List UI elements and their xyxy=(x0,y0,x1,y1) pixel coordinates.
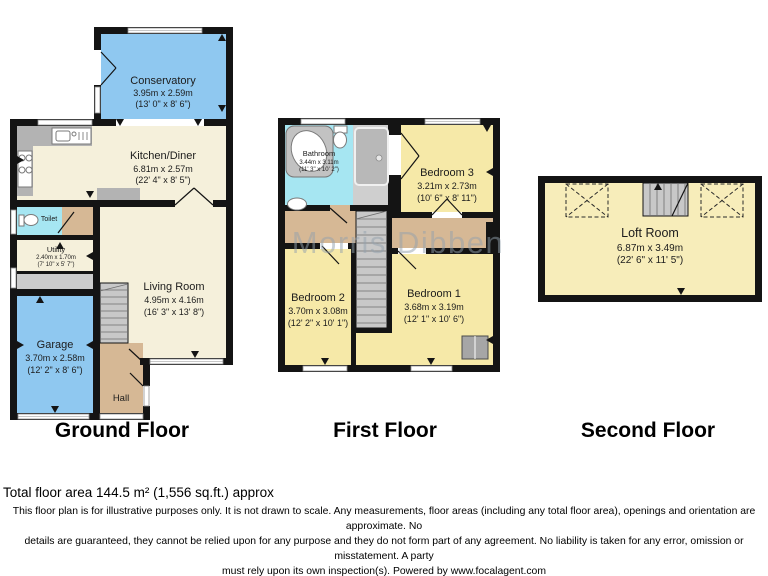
first-floor-plan xyxy=(278,118,504,372)
bedroom2-label: Bedroom 2 xyxy=(291,292,345,304)
conservatory-metric: 3.95m x 2.59m xyxy=(133,88,193,98)
bedroom3-metric: 3.21m x 2.73m xyxy=(417,181,477,191)
hob-icon xyxy=(18,151,32,187)
hall-label: Hall xyxy=(112,393,130,404)
kitchen-label: Kitchen/Diner xyxy=(129,150,197,162)
garage-metric: 3.70m x 2.58m xyxy=(25,353,85,363)
living-imperial: (16' 3" x 13' 8") xyxy=(143,307,205,317)
ground-stairs xyxy=(100,283,128,343)
wardrobe-icon xyxy=(462,336,488,359)
ground-floor-plan xyxy=(10,27,233,420)
basin-icon xyxy=(288,198,307,210)
front-door xyxy=(144,386,149,406)
bedroom1-metric: 3.68m x 3.19m xyxy=(404,302,464,312)
store-strip xyxy=(17,274,93,289)
second-floor-title: Second Floor xyxy=(580,419,716,442)
bedroom1-understairs xyxy=(356,333,392,365)
bedroom2-metric: 3.70m x 3.08m xyxy=(288,306,348,316)
living-metric: 4.95m x 4.16m xyxy=(144,295,204,305)
bedroom3-label: Bedroom 3 xyxy=(420,167,474,179)
loft-imperial: (22' 6" x 11' 5") xyxy=(616,255,684,266)
kitchen-metric: 6.81m x 2.57m xyxy=(133,164,193,174)
bedroom3-imperial: (10' 6" x 8' 11") xyxy=(417,193,477,203)
kitchen-sink-icon xyxy=(52,128,91,144)
conservatory-door-gap xyxy=(94,50,101,85)
first-floor-title: First Floor xyxy=(333,419,437,442)
bathroom-metric: 3.44m x 3.11m xyxy=(299,160,339,166)
toilet-label: Toilet xyxy=(40,216,58,223)
utility-label: Utility xyxy=(46,245,66,254)
disclaimer-line-3: must rely upon its own inspection(s). Powered by www.focalagent.com xyxy=(222,566,546,576)
conservatory-imperial: (13' 0" x 8' 6") xyxy=(135,99,191,109)
living-label: Living Room xyxy=(143,281,205,293)
conservatory-label: Conservatory xyxy=(130,75,196,87)
loft-stairs xyxy=(643,183,688,216)
loft-label: Loft Room xyxy=(621,226,679,240)
bathroom-imperial: (11' 3" x 10' 2") xyxy=(299,167,339,173)
garage-imperial: (12' 2" x 8' 6") xyxy=(27,365,83,375)
disclaimer-line-2: details are guaranteed, they cannot be relied upon for any purpose and they do not form part of any agreement. No liability is taken for any error, omission or misstatement. A party xyxy=(24,536,744,562)
agency-watermark: Morris Dibben xyxy=(291,225,505,260)
utility-imperial: (7' 10" x 5' 7") xyxy=(37,262,75,268)
garage-label: Garage xyxy=(36,339,74,351)
bedroom1-imperial: (12' 1" x 10' 6") xyxy=(403,314,465,324)
total-floor-area: Total floor area 144.5 m² (1,556 sq.ft.) approx xyxy=(3,485,274,500)
toilet-upstairs-icon xyxy=(334,126,348,148)
utility-metric: 2.40m x 1.70m xyxy=(36,255,76,261)
second-floor-plan xyxy=(538,176,762,302)
ground-floor-title: Ground Floor xyxy=(54,419,190,442)
loft-metric: 6.87m x 3.49m xyxy=(616,243,684,254)
bedroom2-imperial: (12' 2" x 10' 1") xyxy=(287,318,349,328)
bedroom1-label: Bedroom 1 xyxy=(407,288,461,300)
kitchen-imperial: (22' 4" x 8' 5") xyxy=(135,175,191,185)
disclaimer-text xyxy=(0,504,768,576)
disclaimer-line-1: This floor plan is for illustrative purposes only. It is not drawn to scale. Any measurements, floor areas (including any total floor area), openings and orientation are approximate. No xyxy=(12,506,756,532)
bathroom-label: Bathroom xyxy=(302,149,336,158)
shower-icon xyxy=(355,128,388,185)
toilet-icon xyxy=(19,215,38,227)
